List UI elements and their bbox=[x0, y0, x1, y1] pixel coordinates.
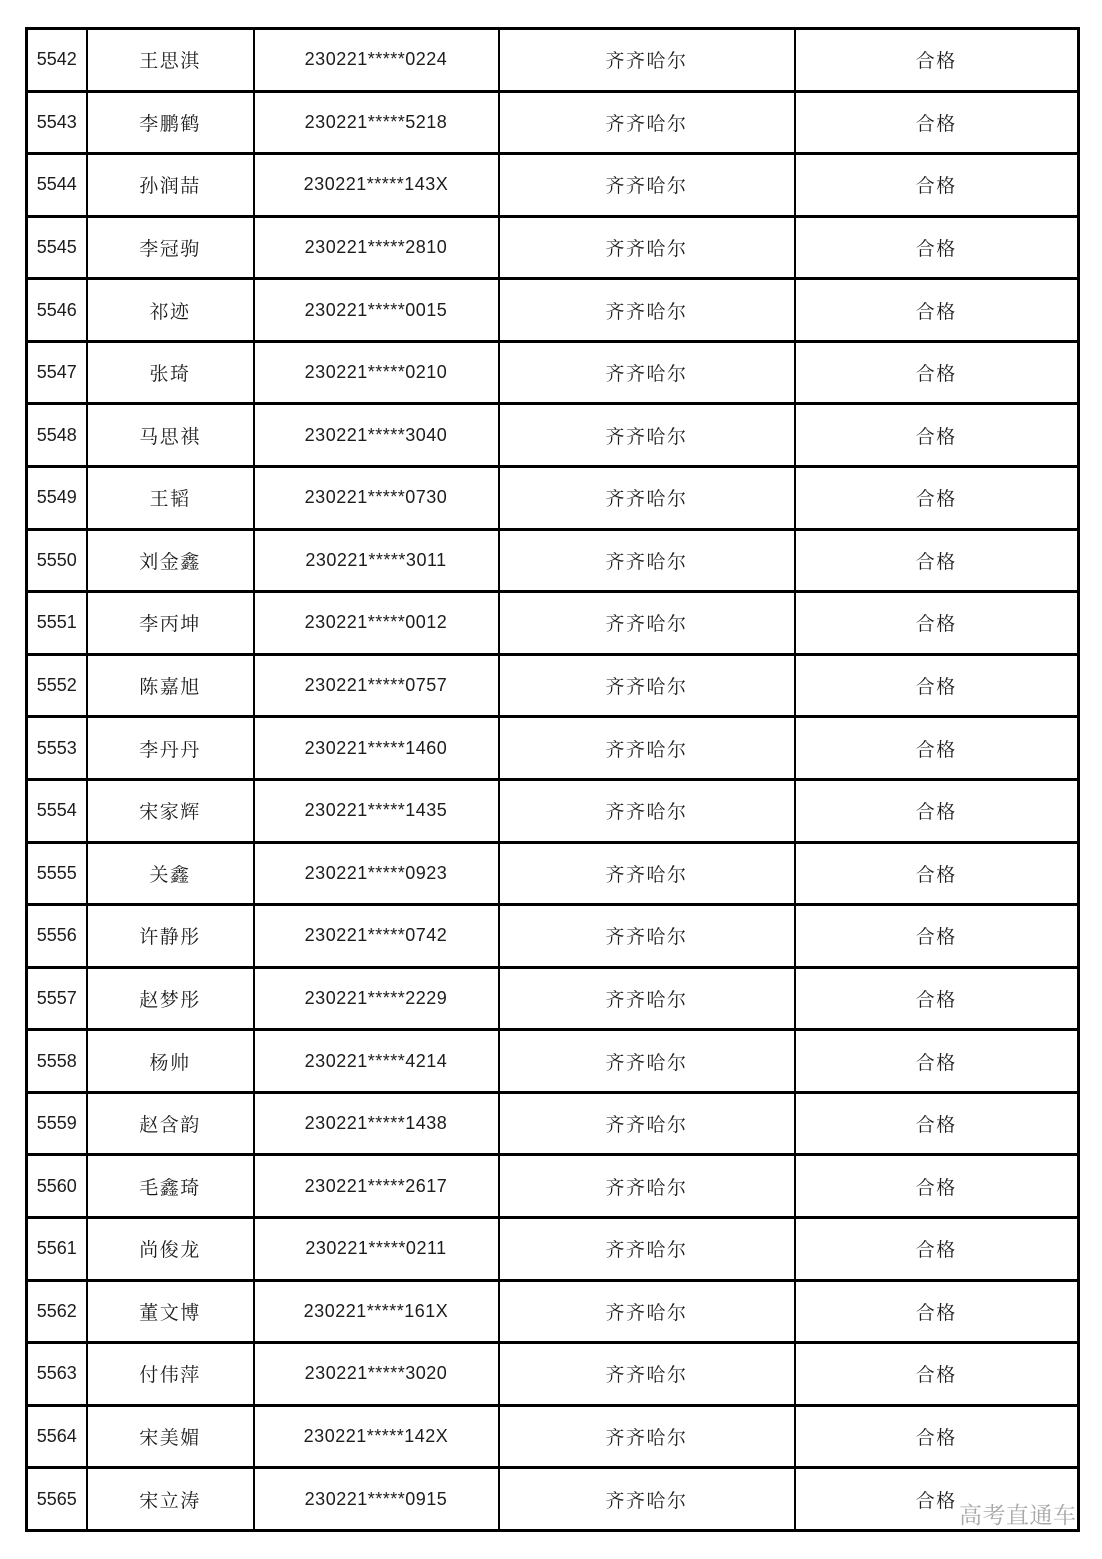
cell-serial-number: 5564 bbox=[27, 1405, 87, 1468]
cell-id-number: 230221*****0211 bbox=[254, 1217, 499, 1280]
cell-result-status: 合格 bbox=[795, 1405, 1079, 1468]
cell-serial-number: 5565 bbox=[27, 1468, 87, 1531]
cell-result-status: 合格 bbox=[795, 1280, 1079, 1343]
table-row bbox=[27, 779, 1079, 842]
table-row bbox=[27, 216, 1079, 279]
cell-city: 齐齐哈尔 bbox=[499, 529, 795, 592]
table-row bbox=[27, 29, 1079, 92]
cell-candidate-name: 关鑫 bbox=[87, 842, 254, 905]
cell-serial-number: 5549 bbox=[27, 467, 87, 530]
cell-result-status: 合格 bbox=[795, 467, 1079, 530]
cell-city: 齐齐哈尔 bbox=[499, 717, 795, 780]
cell-id-number: 230221*****0012 bbox=[254, 592, 499, 655]
cell-serial-number: 5554 bbox=[27, 779, 87, 842]
cell-serial-number: 5561 bbox=[27, 1217, 87, 1280]
cell-id-number: 230221*****3011 bbox=[254, 529, 499, 592]
cell-result-status: 合格 bbox=[795, 592, 1079, 655]
cell-city: 齐齐哈尔 bbox=[499, 341, 795, 404]
cell-city: 齐齐哈尔 bbox=[499, 1405, 795, 1468]
cell-candidate-name: 赵含韵 bbox=[87, 1092, 254, 1155]
cell-result-status: 合格 bbox=[795, 1155, 1079, 1218]
cell-candidate-name: 毛鑫琦 bbox=[87, 1155, 254, 1218]
cell-city: 齐齐哈尔 bbox=[499, 1280, 795, 1343]
cell-id-number: 230221*****4214 bbox=[254, 1030, 499, 1093]
cell-serial-number: 5546 bbox=[27, 279, 87, 342]
cell-candidate-name: 张琦 bbox=[87, 341, 254, 404]
cell-result-status: 合格 bbox=[795, 1343, 1079, 1406]
cell-city: 齐齐哈尔 bbox=[499, 967, 795, 1030]
cell-serial-number: 5563 bbox=[27, 1343, 87, 1406]
cell-candidate-name: 赵梦彤 bbox=[87, 967, 254, 1030]
cell-id-number: 230221*****3020 bbox=[254, 1343, 499, 1406]
cell-id-number: 230221*****0210 bbox=[254, 341, 499, 404]
cell-candidate-name: 尚俊龙 bbox=[87, 1217, 254, 1280]
cell-id-number: 230221*****0742 bbox=[254, 905, 499, 968]
cell-result-status: 合格 bbox=[795, 279, 1079, 342]
cell-result-status: 合格 bbox=[795, 779, 1079, 842]
cell-city: 齐齐哈尔 bbox=[499, 279, 795, 342]
cell-candidate-name: 祁迹 bbox=[87, 279, 254, 342]
cell-id-number: 230221*****1460 bbox=[254, 717, 499, 780]
cell-city: 齐齐哈尔 bbox=[499, 467, 795, 530]
cell-id-number: 230221*****5218 bbox=[254, 91, 499, 154]
cell-candidate-name: 杨帅 bbox=[87, 1030, 254, 1093]
cell-city: 齐齐哈尔 bbox=[499, 1030, 795, 1093]
cell-result-status: 合格 bbox=[795, 341, 1079, 404]
cell-id-number: 230221*****0730 bbox=[254, 467, 499, 530]
table-row bbox=[27, 1092, 1079, 1155]
table-row bbox=[27, 967, 1079, 1030]
table-row bbox=[27, 404, 1079, 467]
table-row bbox=[27, 1468, 1079, 1531]
table-row bbox=[27, 154, 1079, 217]
cell-candidate-name: 刘金鑫 bbox=[87, 529, 254, 592]
cell-candidate-name: 许静彤 bbox=[87, 905, 254, 968]
results-table bbox=[25, 27, 1080, 1532]
cell-serial-number: 5550 bbox=[27, 529, 87, 592]
watermark-gaokao-zhitongche: 高考直通车 bbox=[959, 1503, 1077, 1528]
table-row bbox=[27, 341, 1079, 404]
cell-result-status: 合格 bbox=[795, 717, 1079, 780]
cell-serial-number: 5558 bbox=[27, 1030, 87, 1093]
cell-candidate-name: 王韬 bbox=[87, 467, 254, 530]
cell-serial-number: 5552 bbox=[27, 654, 87, 717]
table-row bbox=[27, 1343, 1079, 1406]
cell-result-status: 合格 bbox=[795, 1092, 1079, 1155]
cell-id-number: 230221*****142X bbox=[254, 1405, 499, 1468]
cell-city: 齐齐哈尔 bbox=[499, 654, 795, 717]
cell-candidate-name: 马思祺 bbox=[87, 404, 254, 467]
cell-candidate-name: 李丙坤 bbox=[87, 592, 254, 655]
table-row bbox=[27, 1155, 1079, 1218]
table-row bbox=[27, 1030, 1079, 1093]
cell-candidate-name: 宋美媚 bbox=[87, 1405, 254, 1468]
cell-id-number: 230221*****0915 bbox=[254, 1468, 499, 1531]
cell-result-status: 合格 bbox=[795, 1468, 1079, 1531]
cell-candidate-name: 宋家辉 bbox=[87, 779, 254, 842]
cell-id-number: 230221*****0923 bbox=[254, 842, 499, 905]
cell-result-status: 合格 bbox=[795, 842, 1079, 905]
cell-result-status: 合格 bbox=[795, 154, 1079, 217]
table-row bbox=[27, 592, 1079, 655]
cell-city: 齐齐哈尔 bbox=[499, 842, 795, 905]
table-row bbox=[27, 717, 1079, 780]
cell-result-status: 合格 bbox=[795, 905, 1079, 968]
cell-serial-number: 5557 bbox=[27, 967, 87, 1030]
cell-serial-number: 5556 bbox=[27, 905, 87, 968]
cell-city: 齐齐哈尔 bbox=[499, 1217, 795, 1280]
cell-serial-number: 5555 bbox=[27, 842, 87, 905]
cell-serial-number: 5547 bbox=[27, 341, 87, 404]
cell-id-number: 230221*****0224 bbox=[254, 29, 499, 92]
cell-candidate-name: 李丹丹 bbox=[87, 717, 254, 780]
cell-serial-number: 5545 bbox=[27, 216, 87, 279]
table-row bbox=[27, 91, 1079, 154]
cell-city: 齐齐哈尔 bbox=[499, 1468, 795, 1531]
cell-serial-number: 5544 bbox=[27, 154, 87, 217]
cell-id-number: 230221*****2617 bbox=[254, 1155, 499, 1218]
cell-city: 齐齐哈尔 bbox=[499, 1155, 795, 1218]
cell-city: 齐齐哈尔 bbox=[499, 1092, 795, 1155]
cell-serial-number: 5562 bbox=[27, 1280, 87, 1343]
cell-id-number: 230221*****0015 bbox=[254, 279, 499, 342]
cell-id-number: 230221*****1435 bbox=[254, 779, 499, 842]
cell-result-status: 合格 bbox=[795, 529, 1079, 592]
cell-city: 齐齐哈尔 bbox=[499, 779, 795, 842]
cell-result-status: 合格 bbox=[795, 1030, 1079, 1093]
cell-city: 齐齐哈尔 bbox=[499, 154, 795, 217]
cell-serial-number: 5560 bbox=[27, 1155, 87, 1218]
cell-city: 齐齐哈尔 bbox=[499, 29, 795, 92]
cell-result-status: 合格 bbox=[795, 91, 1079, 154]
cell-candidate-name: 李鹏鹤 bbox=[87, 91, 254, 154]
table-row bbox=[27, 1405, 1079, 1468]
cell-candidate-name: 付伟萍 bbox=[87, 1343, 254, 1406]
table-row bbox=[27, 905, 1079, 968]
cell-result-status: 合格 bbox=[795, 404, 1079, 467]
cell-id-number: 230221*****2229 bbox=[254, 967, 499, 1030]
cell-candidate-name: 陈嘉旭 bbox=[87, 654, 254, 717]
cell-result-status: 合格 bbox=[795, 967, 1079, 1030]
cell-id-number: 230221*****2810 bbox=[254, 216, 499, 279]
cell-candidate-name: 董文博 bbox=[87, 1280, 254, 1343]
cell-result-status: 合格 bbox=[795, 29, 1079, 92]
cell-city: 齐齐哈尔 bbox=[499, 404, 795, 467]
cell-city: 齐齐哈尔 bbox=[499, 592, 795, 655]
cell-city: 齐齐哈尔 bbox=[499, 91, 795, 154]
cell-serial-number: 5543 bbox=[27, 91, 87, 154]
cell-candidate-name: 孙润喆 bbox=[87, 154, 254, 217]
cell-id-number: 230221*****161X bbox=[254, 1280, 499, 1343]
table-row bbox=[27, 529, 1079, 592]
cell-result-status: 合格 bbox=[795, 1217, 1079, 1280]
cell-serial-number: 5551 bbox=[27, 592, 87, 655]
cell-result-status: 合格 bbox=[795, 216, 1079, 279]
cell-id-number: 230221*****3040 bbox=[254, 404, 499, 467]
cell-serial-number: 5553 bbox=[27, 717, 87, 780]
table-row bbox=[27, 654, 1079, 717]
cell-id-number: 230221*****0757 bbox=[254, 654, 499, 717]
cell-serial-number: 5542 bbox=[27, 29, 87, 92]
table-row bbox=[27, 279, 1079, 342]
table-row bbox=[27, 467, 1079, 530]
cell-candidate-name: 宋立涛 bbox=[87, 1468, 254, 1531]
cell-id-number: 230221*****143X bbox=[254, 154, 499, 217]
cell-result-status: 合格 bbox=[795, 654, 1079, 717]
table-row bbox=[27, 842, 1079, 905]
cell-city: 齐齐哈尔 bbox=[499, 1343, 795, 1406]
table-row bbox=[27, 1217, 1079, 1280]
cell-candidate-name: 王思淇 bbox=[87, 29, 254, 92]
cell-serial-number: 5548 bbox=[27, 404, 87, 467]
cell-candidate-name: 李冠驹 bbox=[87, 216, 254, 279]
cell-serial-number: 5559 bbox=[27, 1092, 87, 1155]
cell-city: 齐齐哈尔 bbox=[499, 905, 795, 968]
cell-city: 齐齐哈尔 bbox=[499, 216, 795, 279]
cell-id-number: 230221*****1438 bbox=[254, 1092, 499, 1155]
table-row bbox=[27, 1280, 1079, 1343]
